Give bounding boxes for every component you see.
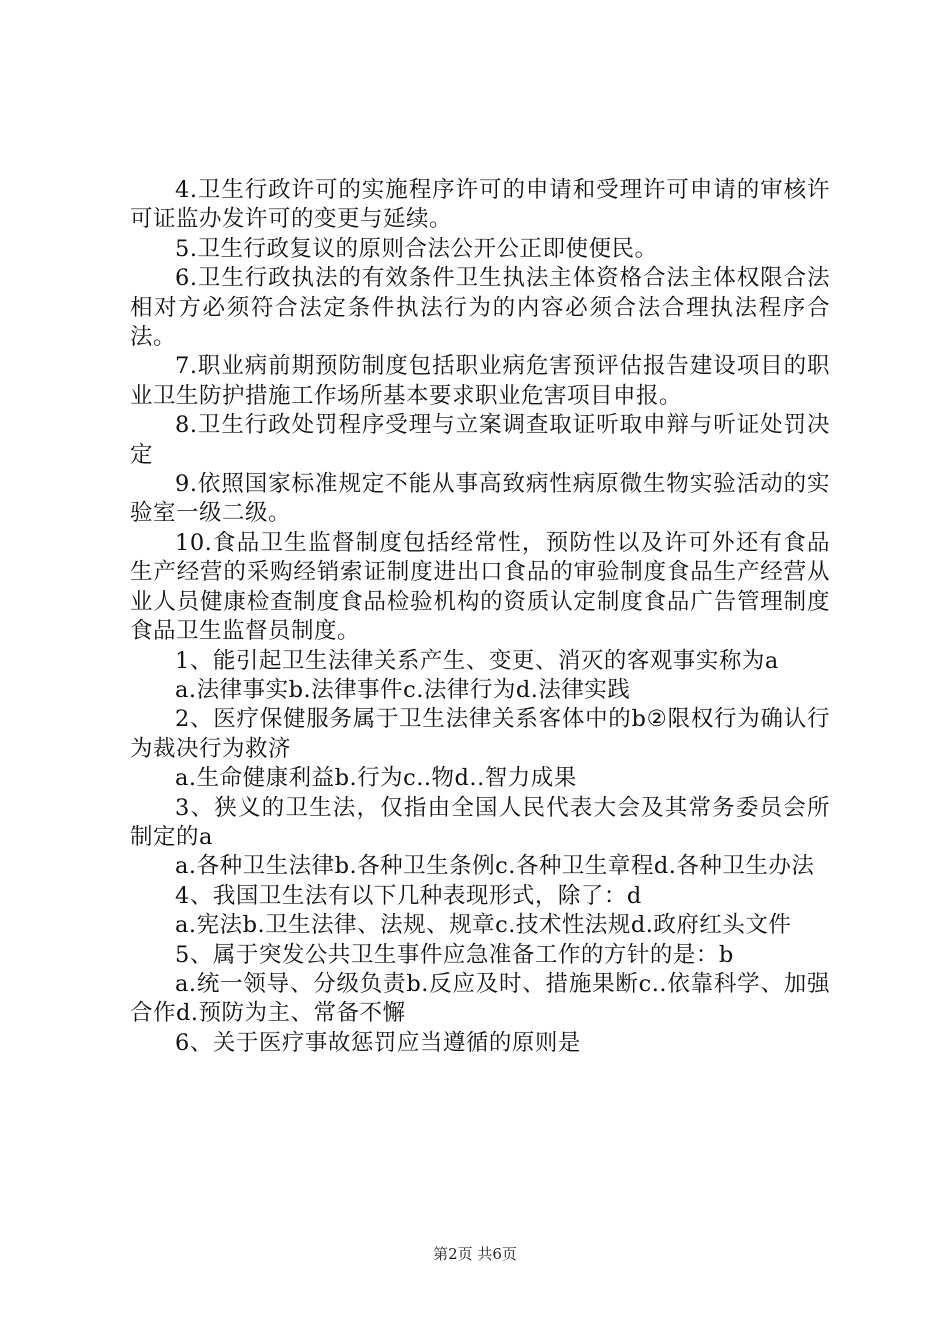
question: 5、属于突发公共卫生事件应急准备工作的方针的是：b <box>175 941 734 968</box>
paragraph: 8.卫生行政处罚程序受理与立案调查取证听取申辩与听证处罚决定 <box>130 412 830 468</box>
paragraph: 9.依照国家标准规定不能从事高致病性病原微生物实验活动的实验室一级二级。 <box>130 471 830 527</box>
question: 6、关于医疗事故惩罚应当遵循的原则是 <box>175 1029 581 1056</box>
answer-options: a.各种卫生法律b.各种卫生条例c.各种卫生章程d.各种卫生办法 <box>175 853 815 880</box>
paragraph: 7.职业病前期预防制度包括职业病危害预评估报告建设项目的职业卫生防护措施工作场所基本要求职业危害项目申报。 <box>130 353 830 409</box>
paragraph: 6.卫生行政执法的有效条件卫生执法主体资格合法主体权限合法相对方必须符合法定条件执法行为的内容必须合法合理执法程序合法。 <box>130 265 830 351</box>
question: 3、狭义的卫生法，仅指由全国人民代表大会及其常务委员会所制定的a <box>130 794 830 850</box>
paragraph: 5.卫生行政复议的原则合法公开公正即使便民。 <box>175 235 658 262</box>
question: 4、我国卫生法有以下几种表现形式，除了：d <box>175 882 642 909</box>
answer-options: a.宪法b.卫生法律、法规、规章c.技术性法规d.政府红头文件 <box>175 912 792 939</box>
document-body <box>130 176 830 1058</box>
answer-options: a.法律事实b.法律事件c.法律行为d.法律实践 <box>175 676 631 703</box>
question: 1、能引起卫生法律关系产生、变更、消灭的客观事实称为a <box>175 647 779 674</box>
answer-options: a.生命健康利益b.行为c..物d..智力成果 <box>175 765 577 792</box>
answer-options: a.统一领导、分级负责b.反应及时、措施果断c..依靠科学、加强合作d.预防为主、常备不懈 <box>130 970 830 1027</box>
paragraph: 4.卫生行政许可的实施程序许可的申请和受理许可申请的审核许可证监办发许可的变更与延续。 <box>130 177 830 233</box>
paragraph: 10.食品卫生监督制度包括经常性，预防性以及许可外还有食品生产经营的采购经销索证制度进出口食品的审验制度食品生产经营从业人员健康检查制度食品检验机构的资质认定制度食品广告管理制度食品卫生监督员制度。 <box>130 529 830 645</box>
question: 2、医疗保健服务属于卫生法律关系客体中的b②限权行为确认行为裁决行为救济 <box>130 706 830 762</box>
page-number-footer: 第2页 共6页 <box>433 1245 517 1263</box>
